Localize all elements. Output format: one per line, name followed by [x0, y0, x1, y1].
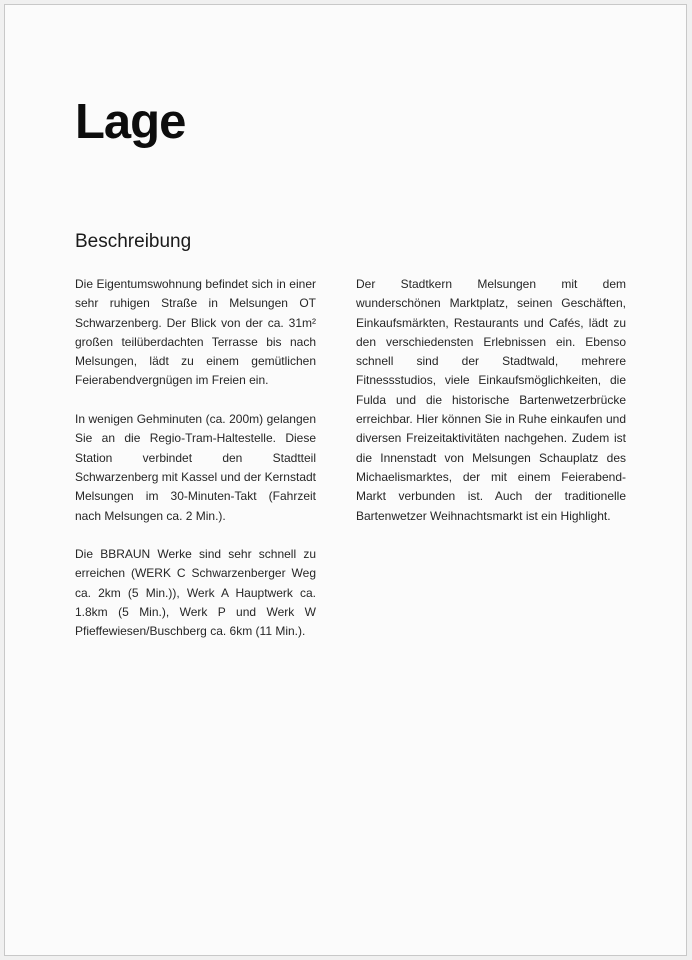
- paragraph-town-center: Der Stadtkern Melsungen mit dem wunderschönen Marktplatz, seinen Geschäften, Einkaufsmärkten, Restaurants und Cafés, lädt zu den verschiedensten Erlebnissen ein. Ebenso schnell sind der Stadtwald, mehrere Fitnessstudios, viele Einkaufsmöglichkeiten, die Fulda und die historische Bartenwetzerbrücke erreichbar. Hier können Sie in Ruhe einkaufen und diversen Freizeitaktivitäten nachgehen. Zudem ist die Innenstadt von Melsungen Schauplatz des Michaelismarktes, der mit einem Feierabend-Markt verbunden ist. Auch der traditionelle Bartenwetzer Weihnachtsmarkt ist ein Highlight.: [356, 277, 626, 523]
- paragraph-bbraun: Die BBRAUN Werke sind sehr schnell zu erreichen (WERK C Schwarzenberger Weg ca. 2km (5 Min.)), Werk A Hauptwerk ca. 1.8km (5 Min.), Werk P und Werk W Pfieffewiesen/Buschberg ca. 6km (11 Min.).: [75, 547, 316, 639]
- paragraph-location: Die Eigentumswohnung befindet sich in einer sehr ruhigen Straße in Melsungen OT Schwarzenberg. Der Blick von der ca. 31m² großen teilüberdachten Terrasse bis nach Melsungen, lädt zu einem gemütlichen Feierabendvergnügen im Freien ein.: [75, 277, 316, 388]
- page-title: Lage: [75, 95, 186, 149]
- section-heading: Beschreibung: [75, 231, 192, 252]
- paragraph-tram: In wenigen Gehminuten (ca. 200m) gelangen Sie an die Regio-Tram-Haltestelle. Diese Station verbindet den Stadtteil Schwarzenberg mit Kassel und der Kernstadt Melsungen im 30-Minuten-Takt (Fahrzeit nach Melsungen ca. 2 Min.).: [75, 412, 316, 523]
- document-page: [4, 4, 687, 956]
- text-column-left: [75, 275, 316, 642]
- text-column-right: [356, 275, 626, 526]
